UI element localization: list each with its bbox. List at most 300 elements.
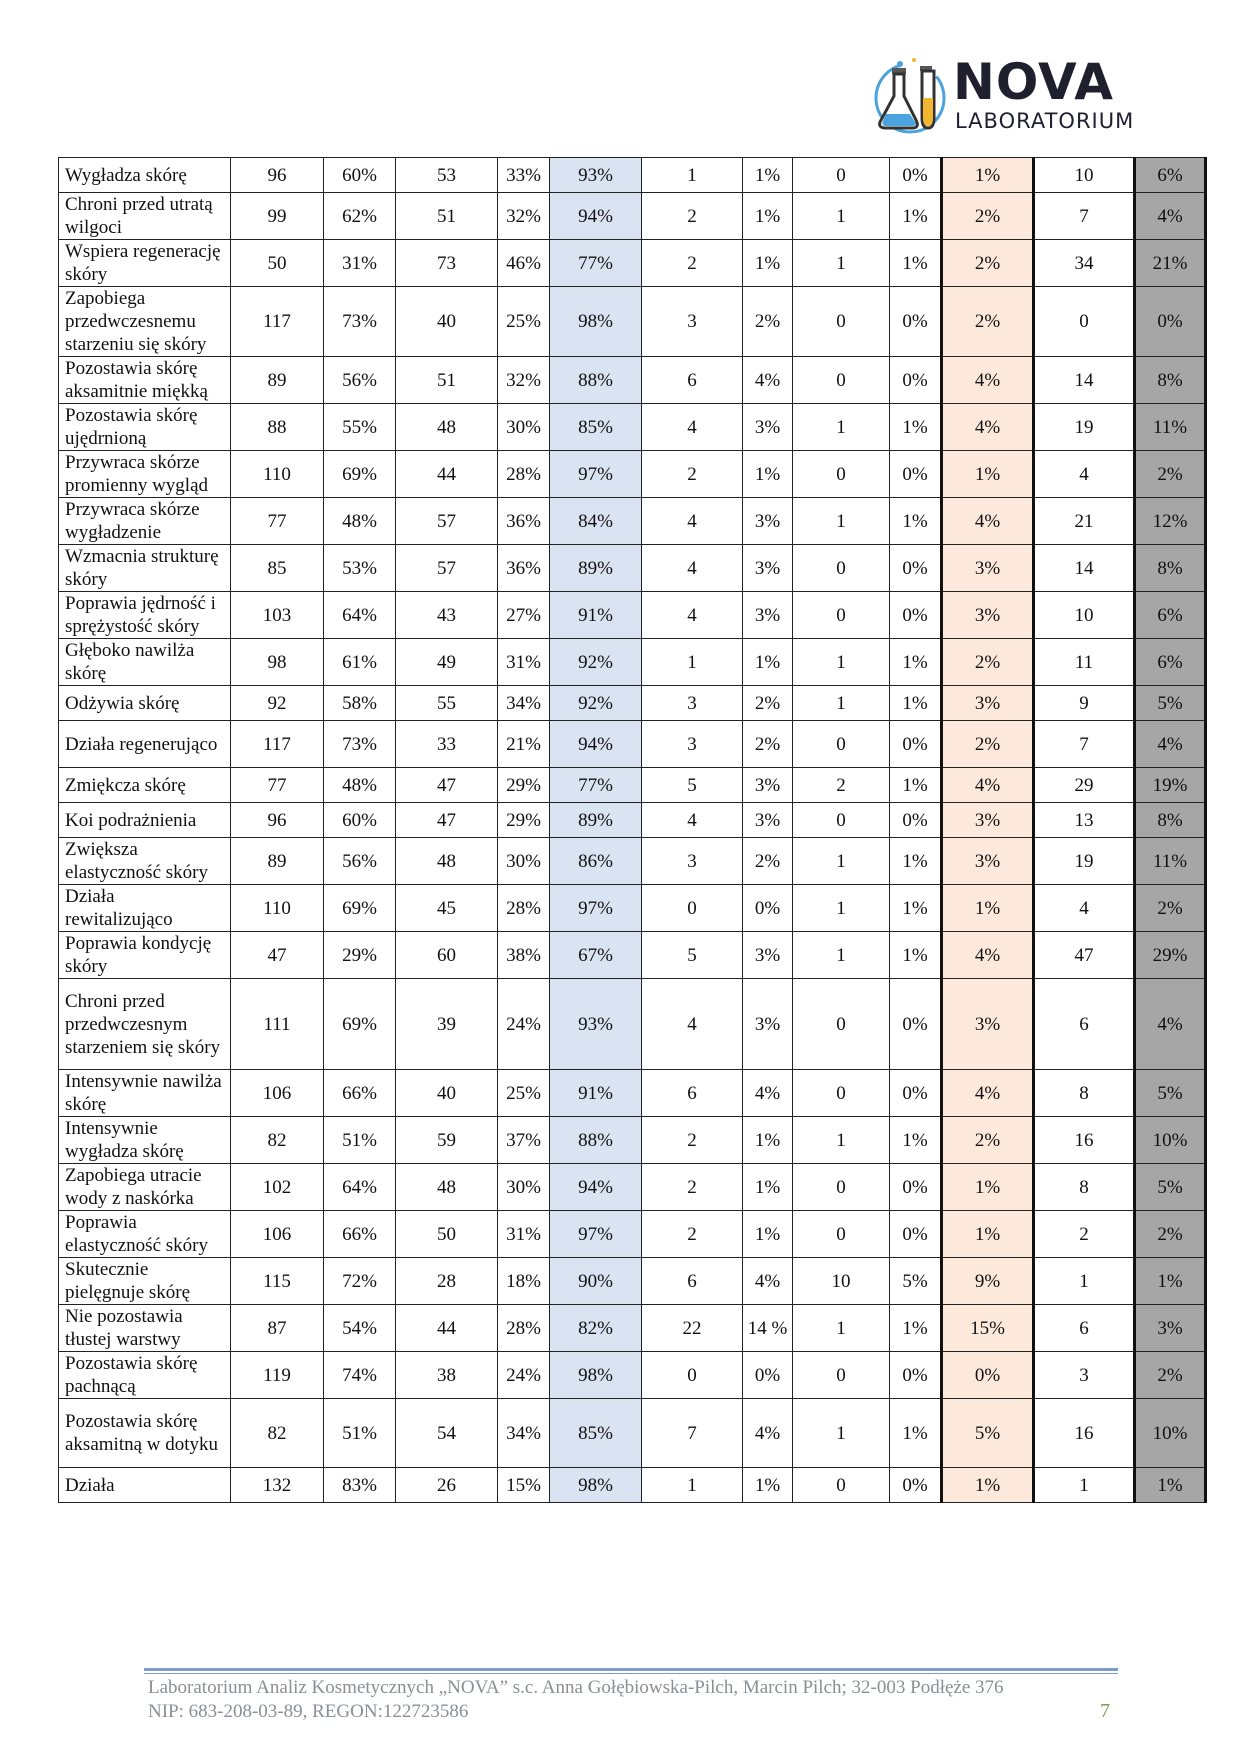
cell-c3: 59 bbox=[396, 1117, 498, 1164]
cell-c7: 3% bbox=[743, 932, 793, 979]
cell-c8: 0 bbox=[793, 979, 890, 1070]
cell-c6: 0 bbox=[642, 885, 743, 932]
cell-c10: 2% bbox=[942, 287, 1034, 357]
cell-c3: 43 bbox=[396, 592, 498, 639]
cell-c12: 12% bbox=[1135, 498, 1206, 545]
cell-c5: 92% bbox=[550, 686, 642, 721]
cell-c12: 6% bbox=[1135, 592, 1206, 639]
table-row bbox=[59, 932, 1206, 979]
cell-c3: 73 bbox=[396, 240, 498, 287]
cell-c3: 38 bbox=[396, 1352, 498, 1399]
cell-c3: 51 bbox=[396, 357, 498, 404]
cell-c10: 2% bbox=[942, 639, 1034, 686]
row-label: Przywraca skórze wygładzenie bbox=[59, 498, 231, 545]
cell-c10: 2% bbox=[942, 240, 1034, 287]
cell-c3: 44 bbox=[396, 1305, 498, 1352]
cell-c6: 1 bbox=[642, 639, 743, 686]
cell-c2: 51% bbox=[324, 1399, 396, 1468]
cell-c8: 0 bbox=[793, 1164, 890, 1211]
cell-c8: 0 bbox=[793, 451, 890, 498]
cell-c11: 13 bbox=[1034, 803, 1135, 838]
cell-c1: 110 bbox=[231, 885, 324, 932]
cell-c9: 1% bbox=[890, 1117, 942, 1164]
cell-c5: 97% bbox=[550, 885, 642, 932]
table-row bbox=[59, 404, 1206, 451]
cell-c2: 73% bbox=[324, 287, 396, 357]
cell-c6: 5 bbox=[642, 768, 743, 803]
row-label: Pozostawia skórę aksamitnie miękką bbox=[59, 357, 231, 404]
cell-c6: 4 bbox=[642, 498, 743, 545]
row-label: Koi podrażnienia bbox=[59, 803, 231, 838]
table-row bbox=[59, 885, 1206, 932]
cell-c11: 7 bbox=[1034, 193, 1135, 240]
cell-c7: 0% bbox=[743, 885, 793, 932]
row-label: Pozostawia skórę pachnącą bbox=[59, 1352, 231, 1399]
table-row bbox=[59, 1305, 1206, 1352]
cell-c10: 4% bbox=[942, 357, 1034, 404]
cell-c7: 4% bbox=[743, 1399, 793, 1468]
cell-c11: 4 bbox=[1034, 885, 1135, 932]
cell-c4: 34% bbox=[498, 1399, 550, 1468]
cell-c12: 11% bbox=[1135, 404, 1206, 451]
cell-c8: 1 bbox=[793, 193, 890, 240]
cell-c7: 1% bbox=[743, 639, 793, 686]
cell-c6: 6 bbox=[642, 1258, 743, 1305]
table-row bbox=[59, 1258, 1206, 1305]
cell-c6: 6 bbox=[642, 357, 743, 404]
table-row bbox=[59, 357, 1206, 404]
cell-c2: 72% bbox=[324, 1258, 396, 1305]
cell-c1: 88 bbox=[231, 404, 324, 451]
cell-c5: 92% bbox=[550, 639, 642, 686]
cell-c9: 1% bbox=[890, 686, 942, 721]
cell-c8: 1 bbox=[793, 686, 890, 721]
cell-c4: 15% bbox=[498, 1468, 550, 1503]
table-row bbox=[59, 545, 1206, 592]
cell-c12: 0% bbox=[1135, 287, 1206, 357]
cell-c2: 73% bbox=[324, 721, 396, 768]
cell-c12: 1% bbox=[1135, 1468, 1206, 1503]
table-row bbox=[59, 768, 1206, 803]
cell-c9: 1% bbox=[890, 639, 942, 686]
cell-c5: 94% bbox=[550, 1164, 642, 1211]
footer-address: Laboratorium Analiz Kosmetycznych „NOVA” s.c. Anna Gołębiowska-Pilch, Marcin Pilch; 32-003 Podłęże 376 bbox=[148, 1677, 1004, 1698]
cell-c7: 0% bbox=[743, 1352, 793, 1399]
cell-c3: 57 bbox=[396, 498, 498, 545]
cell-c12: 21% bbox=[1135, 240, 1206, 287]
cell-c7: 3% bbox=[743, 498, 793, 545]
cell-c9: 1% bbox=[890, 404, 942, 451]
cell-c11: 47 bbox=[1034, 932, 1135, 979]
cell-c2: 56% bbox=[324, 838, 396, 885]
cell-c12: 4% bbox=[1135, 979, 1206, 1070]
cell-c1: 50 bbox=[231, 240, 324, 287]
cell-c11: 34 bbox=[1034, 240, 1135, 287]
row-label: Poprawia elastyczność skóry bbox=[59, 1211, 231, 1258]
cell-c11: 7 bbox=[1034, 721, 1135, 768]
cell-c9: 1% bbox=[890, 885, 942, 932]
cell-c7: 2% bbox=[743, 287, 793, 357]
cell-c8: 1 bbox=[793, 639, 890, 686]
row-label: Przywraca skórze promienny wygląd bbox=[59, 451, 231, 498]
cell-c1: 115 bbox=[231, 1258, 324, 1305]
cell-c11: 29 bbox=[1034, 768, 1135, 803]
cell-c12: 8% bbox=[1135, 545, 1206, 592]
cell-c5: 77% bbox=[550, 768, 642, 803]
cell-c2: 56% bbox=[324, 357, 396, 404]
table-row bbox=[59, 838, 1206, 885]
cell-c6: 22 bbox=[642, 1305, 743, 1352]
cell-c5: 85% bbox=[550, 404, 642, 451]
cell-c11: 11 bbox=[1034, 639, 1135, 686]
cell-c5: 85% bbox=[550, 1399, 642, 1468]
cell-c2: 74% bbox=[324, 1352, 396, 1399]
cell-c8: 0 bbox=[793, 545, 890, 592]
cell-c1: 92 bbox=[231, 686, 324, 721]
cell-c5: 77% bbox=[550, 240, 642, 287]
cell-c12: 2% bbox=[1135, 1352, 1206, 1399]
cell-c2: 66% bbox=[324, 1070, 396, 1117]
cell-c1: 77 bbox=[231, 498, 324, 545]
table-row bbox=[59, 721, 1206, 768]
row-label: Zapobiega przedwczesnemu starzeniu się skóry bbox=[59, 287, 231, 357]
cell-c9: 1% bbox=[890, 838, 942, 885]
cell-c7: 3% bbox=[743, 545, 793, 592]
cell-c4: 28% bbox=[498, 451, 550, 498]
cell-c7: 3% bbox=[743, 768, 793, 803]
cell-c5: 86% bbox=[550, 838, 642, 885]
cell-c12: 4% bbox=[1135, 193, 1206, 240]
cell-c9: 0% bbox=[890, 287, 942, 357]
row-label: Działa regenerująco bbox=[59, 721, 231, 768]
cell-c9: 0% bbox=[890, 979, 942, 1070]
table-row bbox=[59, 686, 1206, 721]
cell-c2: 69% bbox=[324, 979, 396, 1070]
cell-c12: 2% bbox=[1135, 885, 1206, 932]
row-label: Pozostawia skórę ujędrnioną bbox=[59, 404, 231, 451]
cell-c3: 50 bbox=[396, 1211, 498, 1258]
cell-c11: 1 bbox=[1034, 1468, 1135, 1503]
cell-c12: 19% bbox=[1135, 768, 1206, 803]
cell-c2: 64% bbox=[324, 592, 396, 639]
row-label: Wzmacnia strukturę skóry bbox=[59, 545, 231, 592]
cell-c4: 30% bbox=[498, 404, 550, 451]
cell-c11: 14 bbox=[1034, 357, 1135, 404]
cell-c4: 30% bbox=[498, 838, 550, 885]
cell-c9: 1% bbox=[890, 193, 942, 240]
row-label: Zmiękcza skórę bbox=[59, 768, 231, 803]
cell-c7: 1% bbox=[743, 193, 793, 240]
cell-c10: 2% bbox=[942, 721, 1034, 768]
cell-c8: 0 bbox=[793, 1070, 890, 1117]
cell-c1: 110 bbox=[231, 451, 324, 498]
row-label: Intensywnie nawilża skórę bbox=[59, 1070, 231, 1117]
logo-subtitle: LABORATORIUM bbox=[955, 109, 1135, 133]
row-label: Pozostawia skórę aksamitną w dotyku bbox=[59, 1399, 231, 1468]
cell-c9: 1% bbox=[890, 932, 942, 979]
cell-c8: 1 bbox=[793, 1305, 890, 1352]
cell-c9: 0% bbox=[890, 451, 942, 498]
cell-c9: 1% bbox=[890, 240, 942, 287]
cell-c6: 2 bbox=[642, 240, 743, 287]
cell-c3: 40 bbox=[396, 1070, 498, 1117]
footer-text bbox=[148, 1676, 1004, 1724]
cell-c10: 1% bbox=[942, 885, 1034, 932]
cell-c7: 4% bbox=[743, 1258, 793, 1305]
cell-c5: 90% bbox=[550, 1258, 642, 1305]
cell-c12: 5% bbox=[1135, 686, 1206, 721]
cell-c11: 3 bbox=[1034, 1352, 1135, 1399]
footer-divider-thin bbox=[144, 1673, 1118, 1674]
cell-c6: 6 bbox=[642, 1070, 743, 1117]
cell-c12: 5% bbox=[1135, 1070, 1206, 1117]
row-label: Poprawia jędrność i sprężystość skóry bbox=[59, 592, 231, 639]
table-row bbox=[59, 1399, 1206, 1468]
cell-c12: 6% bbox=[1135, 639, 1206, 686]
cell-c4: 36% bbox=[498, 545, 550, 592]
cell-c3: 54 bbox=[396, 1399, 498, 1468]
cell-c8: 1 bbox=[793, 1399, 890, 1468]
cell-c2: 54% bbox=[324, 1305, 396, 1352]
cell-c10: 4% bbox=[942, 1070, 1034, 1117]
table-row bbox=[59, 1164, 1206, 1211]
cell-c7: 3% bbox=[743, 979, 793, 1070]
cell-c4: 21% bbox=[498, 721, 550, 768]
cell-c12: 29% bbox=[1135, 932, 1206, 979]
cell-c4: 36% bbox=[498, 498, 550, 545]
cell-c2: 55% bbox=[324, 404, 396, 451]
cell-c2: 62% bbox=[324, 193, 396, 240]
cell-c5: 93% bbox=[550, 158, 642, 193]
results-table bbox=[58, 157, 1207, 1503]
table-row bbox=[59, 498, 1206, 545]
cell-c5: 91% bbox=[550, 1070, 642, 1117]
cell-c6: 2 bbox=[642, 1211, 743, 1258]
cell-c6: 4 bbox=[642, 404, 743, 451]
cell-c3: 48 bbox=[396, 1164, 498, 1211]
cell-c4: 24% bbox=[498, 979, 550, 1070]
cell-c5: 82% bbox=[550, 1305, 642, 1352]
cell-c7: 1% bbox=[743, 1211, 793, 1258]
cell-c10: 1% bbox=[942, 451, 1034, 498]
cell-c1: 117 bbox=[231, 287, 324, 357]
cell-c7: 2% bbox=[743, 721, 793, 768]
cell-c6: 1 bbox=[642, 1468, 743, 1503]
cell-c10: 1% bbox=[942, 1468, 1034, 1503]
cell-c3: 55 bbox=[396, 686, 498, 721]
cell-c9: 0% bbox=[890, 1070, 942, 1117]
row-label: Intensywnie wygładza skórę bbox=[59, 1117, 231, 1164]
cell-c11: 16 bbox=[1034, 1399, 1135, 1468]
cell-c9: 0% bbox=[890, 158, 942, 193]
footer-divider bbox=[144, 1668, 1118, 1671]
cell-c7: 4% bbox=[743, 357, 793, 404]
cell-c4: 38% bbox=[498, 932, 550, 979]
cell-c10: 4% bbox=[942, 932, 1034, 979]
cell-c8: 1 bbox=[793, 404, 890, 451]
cell-c2: 48% bbox=[324, 498, 396, 545]
nova-logo bbox=[870, 53, 1135, 140]
cell-c4: 28% bbox=[498, 1305, 550, 1352]
cell-c8: 0 bbox=[793, 592, 890, 639]
cell-c9: 0% bbox=[890, 803, 942, 838]
row-label: Głęboko nawilża skórę bbox=[59, 639, 231, 686]
cell-c7: 1% bbox=[743, 451, 793, 498]
cell-c7: 1% bbox=[743, 1468, 793, 1503]
cell-c3: 51 bbox=[396, 193, 498, 240]
cell-c6: 3 bbox=[642, 686, 743, 721]
cell-c8: 0 bbox=[793, 357, 890, 404]
cell-c1: 111 bbox=[231, 979, 324, 1070]
cell-c8: 0 bbox=[793, 1352, 890, 1399]
cell-c2: 31% bbox=[324, 240, 396, 287]
cell-c4: 31% bbox=[498, 639, 550, 686]
cell-c3: 33 bbox=[396, 721, 498, 768]
cell-c3: 57 bbox=[396, 545, 498, 592]
cell-c8: 0 bbox=[793, 158, 890, 193]
table-row bbox=[59, 158, 1206, 193]
cell-c2: 29% bbox=[324, 932, 396, 979]
cell-c4: 46% bbox=[498, 240, 550, 287]
footer-registry: NIP: 683-208-03-89, REGON:122723586 bbox=[148, 1701, 469, 1722]
cell-c6: 2 bbox=[642, 1164, 743, 1211]
row-label: Odżywia skórę bbox=[59, 686, 231, 721]
cell-c1: 82 bbox=[231, 1399, 324, 1468]
row-label: Nie pozostawia tłustej warstwy bbox=[59, 1305, 231, 1352]
cell-c3: 47 bbox=[396, 803, 498, 838]
cell-c9: 0% bbox=[890, 1352, 942, 1399]
cell-c4: 25% bbox=[498, 287, 550, 357]
cell-c10: 1% bbox=[942, 1211, 1034, 1258]
cell-c7: 3% bbox=[743, 404, 793, 451]
cell-c9: 0% bbox=[890, 1211, 942, 1258]
table-row bbox=[59, 451, 1206, 498]
cell-c1: 96 bbox=[231, 158, 324, 193]
cell-c4: 29% bbox=[498, 803, 550, 838]
cell-c12: 10% bbox=[1135, 1399, 1206, 1468]
cell-c12: 10% bbox=[1135, 1117, 1206, 1164]
cell-c8: 0 bbox=[793, 1211, 890, 1258]
cell-c3: 47 bbox=[396, 768, 498, 803]
cell-c11: 2 bbox=[1034, 1211, 1135, 1258]
cell-c4: 37% bbox=[498, 1117, 550, 1164]
cell-c10: 3% bbox=[942, 979, 1034, 1070]
cell-c8: 1 bbox=[793, 498, 890, 545]
cell-c11: 1 bbox=[1034, 1258, 1135, 1305]
cell-c3: 28 bbox=[396, 1258, 498, 1305]
cell-c4: 34% bbox=[498, 686, 550, 721]
cell-c6: 4 bbox=[642, 979, 743, 1070]
page-number: 7 bbox=[1100, 1700, 1110, 1722]
cell-c6: 3 bbox=[642, 287, 743, 357]
cell-c6: 4 bbox=[642, 545, 743, 592]
cell-c5: 98% bbox=[550, 287, 642, 357]
cell-c3: 26 bbox=[396, 1468, 498, 1503]
cell-c1: 99 bbox=[231, 193, 324, 240]
cell-c1: 87 bbox=[231, 1305, 324, 1352]
cell-c10: 1% bbox=[942, 158, 1034, 193]
row-label: Skutecznie pielęgnuje skórę bbox=[59, 1258, 231, 1305]
row-label: Wspiera regenerację skóry bbox=[59, 240, 231, 287]
cell-c10: 4% bbox=[942, 768, 1034, 803]
cell-c4: 32% bbox=[498, 193, 550, 240]
cell-c9: 0% bbox=[890, 721, 942, 768]
cell-c2: 53% bbox=[324, 545, 396, 592]
cell-c12: 1% bbox=[1135, 1258, 1206, 1305]
cell-c8: 1 bbox=[793, 240, 890, 287]
cell-c10: 9% bbox=[942, 1258, 1034, 1305]
row-label: Działa bbox=[59, 1468, 231, 1503]
cell-c10: 3% bbox=[942, 545, 1034, 592]
cell-c8: 10 bbox=[793, 1258, 890, 1305]
cell-c8: 1 bbox=[793, 1117, 890, 1164]
cell-c11: 0 bbox=[1034, 287, 1135, 357]
cell-c10: 5% bbox=[942, 1399, 1034, 1468]
cell-c8: 0 bbox=[793, 287, 890, 357]
cell-c11: 10 bbox=[1034, 158, 1135, 193]
cell-c1: 96 bbox=[231, 803, 324, 838]
table-row bbox=[59, 1070, 1206, 1117]
cell-c2: 64% bbox=[324, 1164, 396, 1211]
cell-c9: 1% bbox=[890, 498, 942, 545]
cell-c12: 6% bbox=[1135, 158, 1206, 193]
cell-c10: 0% bbox=[942, 1352, 1034, 1399]
cell-c3: 48 bbox=[396, 838, 498, 885]
cell-c10: 3% bbox=[942, 592, 1034, 639]
cell-c7: 14 % bbox=[743, 1305, 793, 1352]
cell-c6: 2 bbox=[642, 1117, 743, 1164]
cell-c9: 1% bbox=[890, 1305, 942, 1352]
cell-c8: 1 bbox=[793, 932, 890, 979]
cell-c10: 4% bbox=[942, 498, 1034, 545]
cell-c7: 2% bbox=[743, 838, 793, 885]
cell-c7: 1% bbox=[743, 1164, 793, 1211]
cell-c5: 94% bbox=[550, 193, 642, 240]
cell-c4: 28% bbox=[498, 885, 550, 932]
cell-c1: 103 bbox=[231, 592, 324, 639]
table-row bbox=[59, 1468, 1206, 1503]
table-row bbox=[59, 803, 1206, 838]
cell-c2: 61% bbox=[324, 639, 396, 686]
cell-c12: 8% bbox=[1135, 357, 1206, 404]
cell-c9: 0% bbox=[890, 592, 942, 639]
cell-c11: 8 bbox=[1034, 1164, 1135, 1211]
cell-c11: 8 bbox=[1034, 1070, 1135, 1117]
cell-c5: 97% bbox=[550, 451, 642, 498]
cell-c4: 25% bbox=[498, 1070, 550, 1117]
row-label: Poprawia kondycję skóry bbox=[59, 932, 231, 979]
cell-c5: 97% bbox=[550, 1211, 642, 1258]
cell-c5: 84% bbox=[550, 498, 642, 545]
cell-c3: 48 bbox=[396, 404, 498, 451]
cell-c5: 98% bbox=[550, 1352, 642, 1399]
table-body bbox=[59, 158, 1206, 1503]
cell-c4: 31% bbox=[498, 1211, 550, 1258]
cell-c1: 102 bbox=[231, 1164, 324, 1211]
table-row bbox=[59, 1211, 1206, 1258]
cell-c5: 91% bbox=[550, 592, 642, 639]
cell-c11: 14 bbox=[1034, 545, 1135, 592]
cell-c6: 2 bbox=[642, 193, 743, 240]
cell-c2: 83% bbox=[324, 1468, 396, 1503]
cell-c8: 0 bbox=[793, 1468, 890, 1503]
cell-c1: 47 bbox=[231, 932, 324, 979]
cell-c3: 49 bbox=[396, 639, 498, 686]
cell-c11: 21 bbox=[1034, 498, 1135, 545]
cell-c6: 0 bbox=[642, 1352, 743, 1399]
cell-c11: 6 bbox=[1034, 979, 1135, 1070]
cell-c8: 0 bbox=[793, 803, 890, 838]
